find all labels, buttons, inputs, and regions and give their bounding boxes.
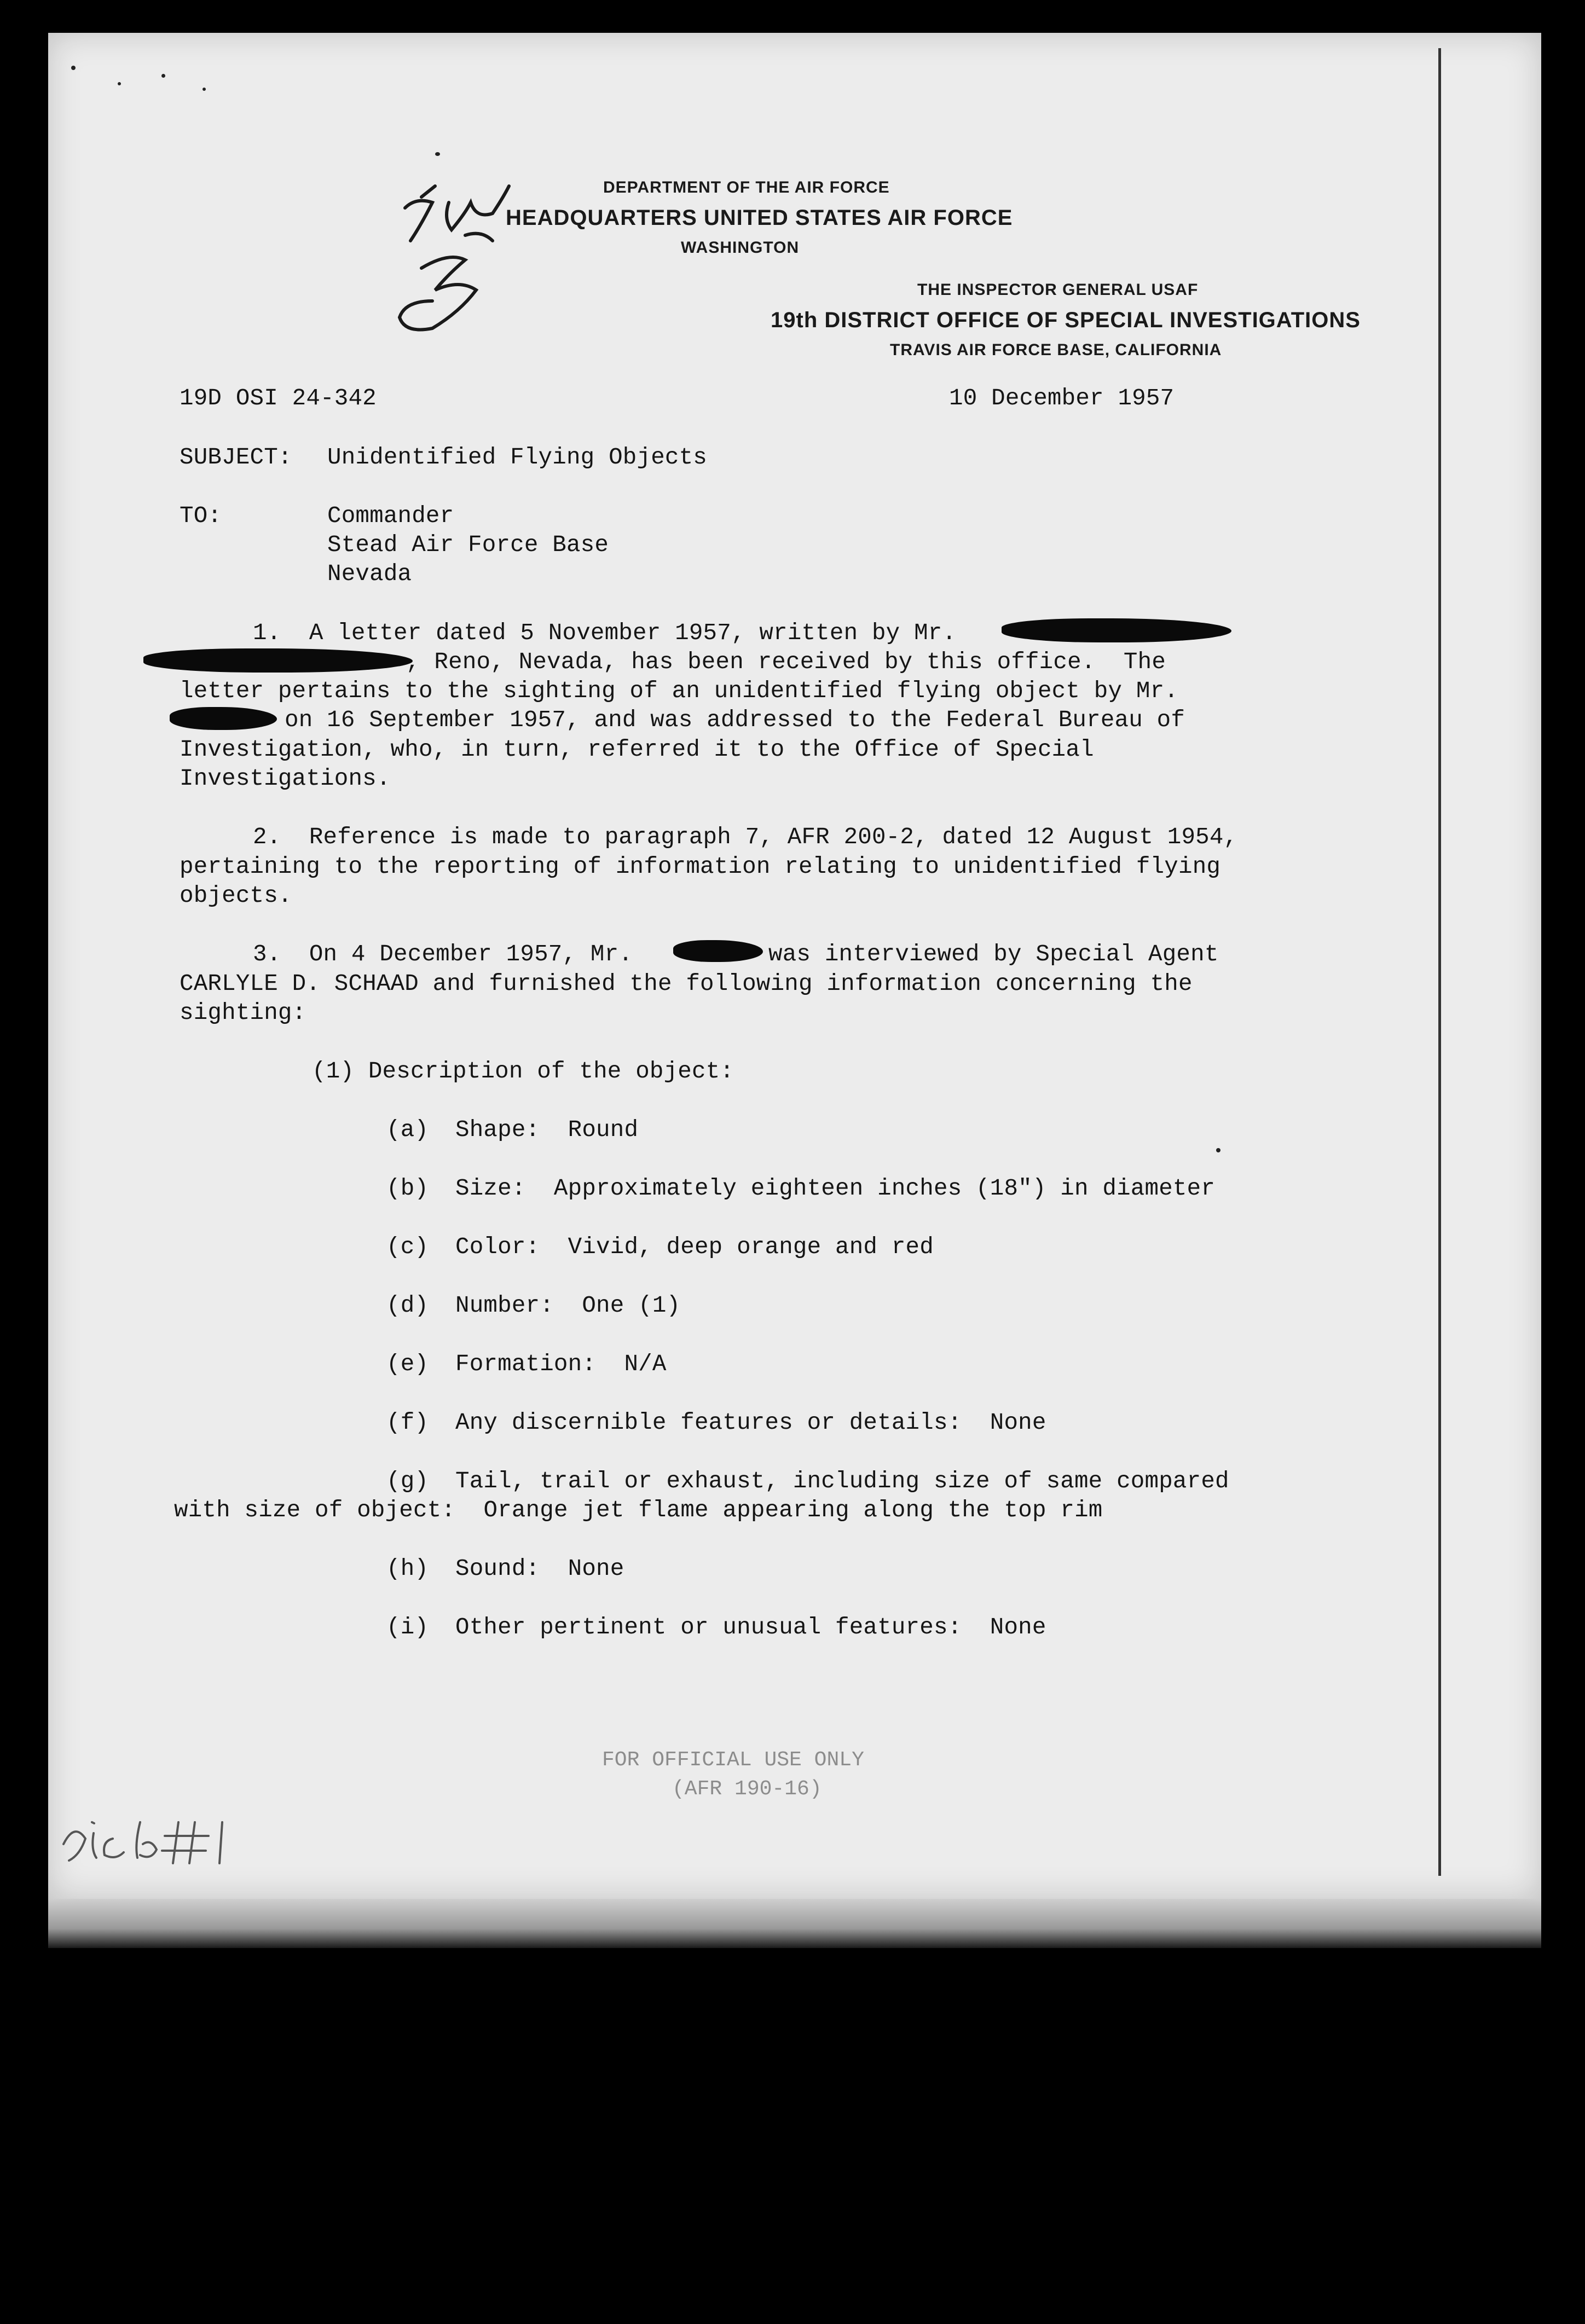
item-letter: (g) <box>386 1468 429 1494</box>
item-text: Sound: None <box>455 1556 624 1582</box>
item-text: Other pertinent or unusual features: None <box>455 1614 1046 1641</box>
paragraph-2-line: objects. <box>180 883 292 909</box>
paragraph-2-line: pertaining to the reporting of information relating to unidentified flying <box>180 854 1221 880</box>
scan-speck <box>161 74 165 78</box>
redaction-mark <box>673 940 763 962</box>
to-line: Stead Air Force Base <box>327 532 609 558</box>
paragraph-1-line: Investigations. <box>180 766 391 792</box>
scan-speck <box>435 152 440 156</box>
district-heading: 19th DISTRICT OFFICE OF SPECIAL INVESTIGATIONS <box>771 308 1361 332</box>
paragraph-1-line: letter pertains to the sighting of an unidentified flying object by Mr. <box>180 678 1178 704</box>
paragraph-3-line: was interviewed by Special Agent <box>768 941 1219 967</box>
official-use-stamp: FOR OFFICIAL USE ONLY <box>602 1748 864 1772</box>
paragraph-1-line: on 16 September 1957, and was addressed to the Federal Bureau of <box>285 707 1185 733</box>
redaction-mark <box>1002 618 1231 642</box>
item-text: Shape: Round <box>455 1117 639 1143</box>
paragraph-1-line: 1. A letter dated 5 November 1957, written by Mr. <box>253 620 957 646</box>
paragraph-3-line: CARLYLE D. SCHAAD and furnished the following information concerning the <box>180 971 1193 997</box>
scan-speck <box>118 82 121 85</box>
scan-speck <box>1216 1148 1220 1152</box>
item-text: Any discernible features or details: None <box>455 1410 1046 1436</box>
item-continuation: with size of object: Orange jet flame appearing along the top rim <box>174 1497 1103 1523</box>
paragraph-2-line: 2. Reference is made to paragraph 7, AFR 200-2, dated 12 August 1954, <box>253 824 1238 850</box>
item-letter: (e) <box>386 1351 429 1377</box>
page-bottom-shadow <box>48 1899 1541 1948</box>
redaction-mark <box>143 648 413 673</box>
hq-heading: HEADQUARTERS UNITED STATES AIR FORCE <box>506 206 1013 230</box>
dept-heading: DEPARTMENT OF THE AIR FORCE <box>603 178 890 196</box>
paragraph-1-line: Investigation, who, in turn, referred it to the Office of Special <box>180 737 1094 763</box>
item-letter: (d) <box>386 1293 429 1319</box>
redaction-mark <box>170 707 277 730</box>
item-letter: (c) <box>386 1234 429 1260</box>
description-heading: (1) Description of the object: <box>312 1058 734 1085</box>
subject-label: SUBJECT: <box>180 444 292 471</box>
scan-speck <box>71 66 76 70</box>
scan-speck <box>203 88 206 91</box>
letter-date: 10 December 1957 <box>949 385 1175 412</box>
city-heading: WASHINGTON <box>681 239 800 257</box>
item-letter: (a) <box>386 1117 429 1143</box>
item-letter: (b) <box>386 1175 429 1202</box>
to-line: Nevada <box>327 561 412 587</box>
to-line: Commander <box>327 503 454 529</box>
official-use-stamp-ref: (AFR 190-16) <box>672 1777 822 1801</box>
item-text: Number: One (1) <box>455 1293 681 1319</box>
paragraph-3-line: sighting: <box>180 1000 306 1026</box>
item-letter: (h) <box>386 1556 429 1582</box>
page-edge-line <box>1438 48 1441 1876</box>
to-label: TO: <box>180 503 222 529</box>
handwritten-initials <box>383 164 525 345</box>
item-text: Color: Vivid, deep orange and red <box>455 1234 934 1260</box>
handwritten-enclosure-note <box>53 1800 250 1877</box>
base-heading: TRAVIS AIR FORCE BASE, CALIFORNIA <box>890 341 1222 359</box>
paragraph-3-line: 3. On 4 December 1957, Mr. <box>253 941 633 967</box>
subject-text: Unidentified Flying Objects <box>327 444 708 471</box>
item-text: Size: Approximately eighteen inches (18") in diameter <box>455 1175 1216 1202</box>
item-letter: (i) <box>386 1614 429 1641</box>
item-text: Tail, trail or exhaust, including size of same compared <box>455 1468 1229 1494</box>
item-text: Formation: N/A <box>455 1351 667 1377</box>
ig-heading: THE INSPECTOR GENERAL USAF <box>917 281 1199 299</box>
paragraph-1-line: , Reno, Nevada, has been received by this office. The <box>406 649 1166 675</box>
file-number: 19D OSI 24-342 <box>180 385 377 412</box>
item-letter: (f) <box>386 1410 429 1436</box>
